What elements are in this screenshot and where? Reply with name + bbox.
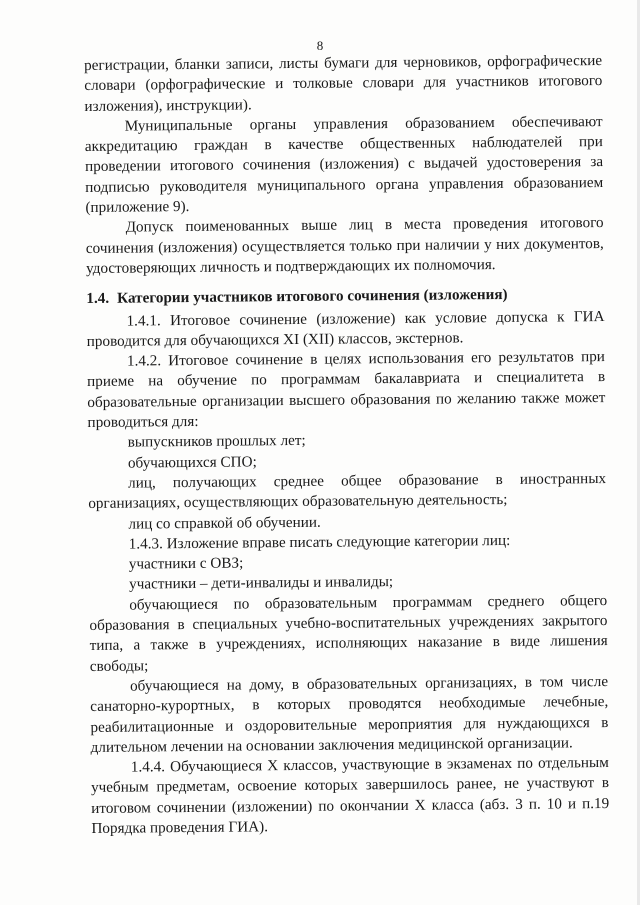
list-item: обучающихся СПО;	[127, 453, 257, 472]
list-item: выпускников прошлых лет;	[127, 432, 306, 451]
paragraph-continuation: регистрации, бланки записи, листы бумаги для черновиков, орфографические словари (орфографические и толковые словари для участников итогового изложения), инструкции).	[84, 52, 603, 115]
document-body	[84, 51, 609, 839]
section-number: 1.4.	[86, 290, 110, 308]
item-1-4-4: 1.4.4. Обучающиеся X классов, участвующие в экзаменах по отдельным учебным предметам, освоение которых завершилось ранее, не участвуют в итоговом сочинении (изложении) по окончании X класса (абз. 3 п. 10 и п.19 Порядка проведения ГИА).	[90, 754, 610, 837]
item-1-4-1: 1.4.1. Итоговое сочинение (изложение) как условие допуска к ГИА проводится для обучающихся XI (XII) классов, экстернов.	[86, 307, 605, 350]
paragraph-accreditation: Муниципальные органы управления образованием обеспечивают аккредитацию граждан в качестве общественных наблюдателей при проведении итогового сочинения (изложения) с выдачей удостоверения за подписью руководителя муниципального органа управления образованием (приложение 9).	[84, 112, 604, 217]
page-number: 8	[316, 38, 324, 53]
list-item: обучающиеся по образовательным программам среднего общего образования в специальных учебно-воспитательных учреждениях закрытого типа, а также в учреждениях, исполняющих наказание в виде лишения свободы;	[89, 591, 608, 675]
list-item: лиц, получающих среднее общее образование в иностранных организациях, осуществляющих образовательную деятельность;	[88, 469, 607, 513]
item-1-4-3: 1.4.3. Изложение вправе писать следующие категории лиц:	[128, 531, 511, 553]
section-title: Категории участников итогового сочинения (изложения)	[117, 286, 508, 307]
paragraph-admission: Допуск поименованных выше лиц в места проведения итогового сочинения (изложения) осуществляется только при наличии у них документов, удостоверяющих личность и подтверждающих их полномочия.	[85, 214, 604, 277]
section-heading	[86, 284, 604, 309]
list-item: обучающиеся на дому, в образовательных организациях, в том числе санаторно-курортных, в которых проводятся необходимые лечебные, реабилитационные и оздоровительные мероприятия для нуждающихся в длительном лечении на основании заключения медицинской организации.	[90, 672, 609, 756]
list-item: участники – дети-инвалиды и инвалиды;	[128, 573, 394, 594]
list-item: участники с ОВЗ;	[128, 554, 244, 573]
item-1-4-2: 1.4.2. Итоговое сочинение в целях использования его результатов при приеме на обучение по программам бакалавриата и специалитета в образовательные организации высшего образования по желанию также может проводиться для:	[87, 348, 606, 432]
list-item: лиц со справкой об обучении.	[128, 513, 321, 533]
